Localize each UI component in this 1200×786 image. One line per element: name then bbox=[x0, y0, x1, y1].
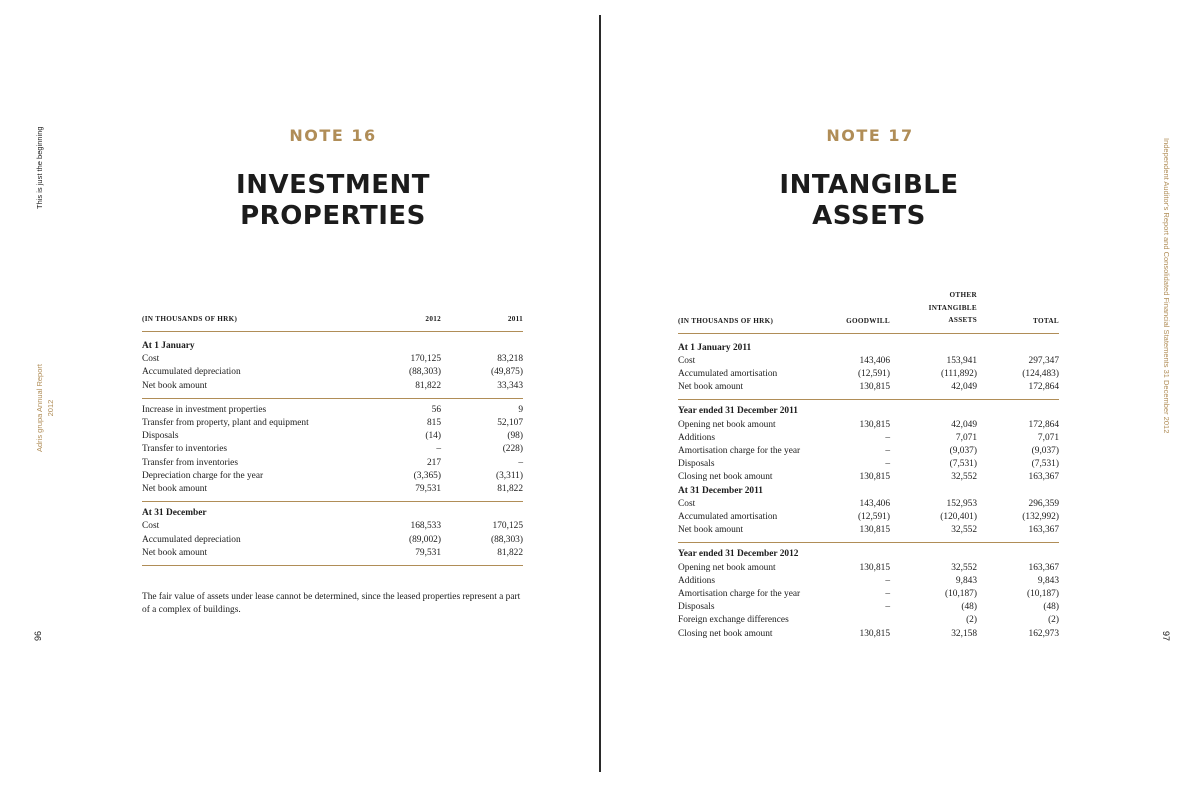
value-2012: – bbox=[436, 444, 441, 455]
header-goodwill: GOODWILL bbox=[838, 289, 890, 333]
value-goodwill: 130,815 bbox=[859, 525, 890, 536]
row-label: Closing net book amount bbox=[678, 472, 773, 483]
value-total: 297,347 bbox=[1028, 355, 1059, 366]
table-row bbox=[678, 355, 1059, 368]
value-goodwill: – bbox=[885, 459, 890, 470]
value-2011 bbox=[441, 507, 523, 520]
value-2012 bbox=[383, 507, 441, 520]
value-2012: 815 bbox=[426, 418, 441, 429]
intangible-assets-table bbox=[678, 289, 1059, 641]
table-row bbox=[142, 507, 523, 520]
row-label: Transfer from property, plant and equipment bbox=[142, 418, 309, 429]
value-2011: – bbox=[518, 457, 523, 468]
value-total: (132,992) bbox=[1022, 511, 1059, 522]
left-page-number: 96 bbox=[33, 630, 43, 641]
row-label: Net book amount bbox=[142, 380, 208, 391]
value-2011: 170,125 bbox=[492, 521, 523, 532]
row-label: At 1 January bbox=[142, 341, 195, 351]
value-goodwill bbox=[838, 485, 890, 498]
value-2012: 217 bbox=[426, 457, 441, 468]
value-other-intangible: (120,401) bbox=[940, 511, 977, 522]
value-goodwill bbox=[838, 548, 890, 561]
title-line-1: INTANGIBLE bbox=[779, 170, 959, 200]
spacer-cell bbox=[441, 566, 523, 571]
table-row bbox=[142, 483, 523, 496]
row-label: Net book amount bbox=[678, 382, 744, 393]
row-label: Net book amount bbox=[142, 547, 208, 558]
table-row bbox=[142, 547, 523, 560]
gap-row bbox=[142, 332, 523, 341]
value-other-intangible: 42,049 bbox=[951, 382, 977, 393]
row-label: Amortisation charge for the year bbox=[678, 445, 801, 456]
table-row bbox=[678, 485, 1059, 498]
value-other-intangible: (10,187) bbox=[944, 588, 977, 599]
row-label: Disposals bbox=[142, 431, 179, 442]
value-other-intangible: (9,037) bbox=[949, 445, 977, 456]
row-label: At 31 December 2011 bbox=[678, 485, 763, 496]
header-units: (IN THOUSANDS OF HRK) bbox=[142, 313, 383, 332]
value-2011 bbox=[441, 340, 523, 353]
value-goodwill: 143,406 bbox=[859, 355, 890, 366]
value-2011: 83,218 bbox=[497, 354, 523, 365]
row-label: Opening net book amount bbox=[678, 419, 776, 430]
right-page-number: 97 bbox=[1161, 631, 1171, 642]
table-row bbox=[678, 458, 1059, 471]
value-total: (2) bbox=[1048, 615, 1059, 626]
row-label: Cost bbox=[678, 355, 696, 366]
row-label: Additions bbox=[678, 432, 715, 443]
header-2011: 2011 bbox=[441, 313, 523, 332]
value-goodwill: – bbox=[885, 602, 890, 613]
table-row bbox=[142, 417, 523, 430]
table-row bbox=[678, 562, 1059, 575]
table-row bbox=[142, 443, 523, 456]
row-label: Transfer from inventories bbox=[142, 457, 238, 468]
table-row bbox=[678, 511, 1059, 524]
header-line: INTANGIBLE bbox=[928, 303, 977, 312]
value-other-intangible: (111,892) bbox=[940, 368, 977, 379]
value-goodwill: 130,815 bbox=[859, 472, 890, 483]
value-2011: 52,107 bbox=[497, 418, 523, 429]
value-total: (9,037) bbox=[1031, 445, 1059, 456]
table-row bbox=[142, 430, 523, 443]
value-2012: 56 bbox=[431, 404, 441, 415]
value-total: 9,843 bbox=[1037, 575, 1059, 586]
table-row bbox=[678, 628, 1059, 641]
table-row bbox=[142, 380, 523, 393]
value-2011: (98) bbox=[507, 431, 523, 442]
left-margin-report-line1: Adris grupa Annual Report bbox=[35, 364, 44, 452]
table-row bbox=[678, 588, 1059, 601]
row-label: Accumulated amortisation bbox=[678, 368, 778, 379]
table-row bbox=[678, 368, 1059, 381]
row-label: Net book amount bbox=[142, 484, 208, 495]
table-row bbox=[678, 498, 1059, 511]
row-label: Disposals bbox=[678, 602, 715, 613]
title-line-1: INVESTMENT bbox=[236, 170, 430, 200]
value-goodwill: – bbox=[885, 588, 890, 599]
value-other-intangible bbox=[890, 548, 977, 561]
table-row bbox=[142, 353, 523, 366]
value-goodwill bbox=[838, 614, 890, 627]
row-label: Year ended 31 December 2012 bbox=[678, 549, 799, 560]
left-margin-report-title bbox=[34, 364, 56, 452]
value-total: (48) bbox=[1043, 602, 1059, 613]
value-other-intangible: 32,552 bbox=[951, 562, 977, 573]
value-2011: (88,303) bbox=[490, 534, 523, 545]
spacer-cell bbox=[890, 333, 977, 342]
investment-properties-footnote: The fair value of assets under lease cannot be determined, since the leased properties represent a part of a complex of buildings. bbox=[142, 592, 521, 615]
row-label: Opening net book amount bbox=[678, 562, 776, 573]
table-row bbox=[678, 614, 1059, 627]
value-goodwill bbox=[838, 405, 890, 418]
value-total: 163,367 bbox=[1028, 472, 1059, 483]
header-line: ASSETS bbox=[948, 316, 977, 324]
value-other-intangible: 9,843 bbox=[955, 575, 977, 586]
spacer-cell bbox=[383, 332, 441, 341]
row-label: Additions bbox=[678, 575, 715, 586]
table-row bbox=[142, 457, 523, 470]
value-other-intangible: (48) bbox=[961, 602, 977, 613]
value-other-intangible: 153,941 bbox=[946, 355, 977, 366]
rule-gap bbox=[142, 566, 523, 571]
value-goodwill: (12,591) bbox=[857, 511, 890, 522]
row-label: At 31 December bbox=[142, 508, 207, 519]
value-total: 162,973 bbox=[1028, 628, 1059, 639]
table-row bbox=[678, 445, 1059, 458]
value-goodwill: 143,406 bbox=[859, 498, 890, 509]
header-line: OTHER bbox=[949, 291, 977, 299]
value-total: 172,864 bbox=[1028, 382, 1059, 393]
value-2011: (3,311) bbox=[496, 470, 523, 481]
table-row bbox=[142, 366, 523, 379]
value-2011: 81,822 bbox=[497, 547, 523, 558]
investment-properties-title bbox=[183, 170, 483, 232]
page-spine bbox=[599, 15, 601, 772]
note-16-label: NOTE 16 bbox=[289, 126, 377, 145]
value-2011: 9 bbox=[518, 404, 523, 415]
value-other-intangible: 42,049 bbox=[951, 419, 977, 430]
value-total bbox=[977, 485, 1059, 498]
value-2012: 170,125 bbox=[410, 354, 441, 365]
value-total bbox=[977, 342, 1059, 355]
value-2011: 81,822 bbox=[497, 484, 523, 495]
value-goodwill: 130,815 bbox=[859, 628, 890, 639]
table-row bbox=[678, 524, 1059, 537]
header-other-intangible-assets bbox=[890, 289, 977, 333]
table-row bbox=[678, 601, 1059, 614]
row-label: Cost bbox=[142, 354, 160, 365]
table-row bbox=[678, 405, 1059, 418]
table-row bbox=[678, 471, 1059, 484]
row-label: Increase in investment properties bbox=[142, 404, 267, 415]
value-goodwill: 130,815 bbox=[859, 562, 890, 573]
value-2011: 33,343 bbox=[497, 380, 523, 391]
value-other-intangible: 7,071 bbox=[955, 432, 977, 443]
header-units: (IN THOUSANDS OF HRK) bbox=[678, 289, 838, 333]
value-2012 bbox=[383, 340, 441, 353]
value-other-intangible: 32,158 bbox=[951, 628, 977, 639]
value-2012: 79,531 bbox=[415, 484, 441, 495]
table-row bbox=[142, 404, 523, 417]
value-total: 172,864 bbox=[1028, 419, 1059, 430]
table-header-row bbox=[678, 289, 1059, 333]
row-label: Year ended 31 December 2011 bbox=[678, 406, 798, 417]
value-total: (124,483) bbox=[1022, 368, 1059, 379]
table-row bbox=[678, 575, 1059, 588]
table-row bbox=[142, 470, 523, 483]
row-label: Amortisation charge for the year bbox=[678, 588, 801, 599]
spacer-cell bbox=[678, 333, 838, 342]
value-2012: (3,365) bbox=[413, 470, 441, 481]
value-total: 163,367 bbox=[1028, 562, 1059, 573]
value-goodwill bbox=[838, 342, 890, 355]
row-label: At 1 January 2011 bbox=[678, 342, 752, 353]
spacer-cell bbox=[383, 566, 441, 571]
value-total bbox=[977, 548, 1059, 561]
row-label: Depreciation charge for the year bbox=[142, 470, 264, 481]
title-line-2: ASSETS bbox=[812, 201, 926, 231]
investment-properties-table bbox=[142, 313, 523, 571]
row-label: Accumulated depreciation bbox=[142, 367, 241, 378]
row-label: Transfer to inventories bbox=[142, 444, 228, 455]
value-other-intangible: 32,552 bbox=[951, 525, 977, 536]
intangible-assets-title bbox=[719, 170, 1019, 232]
value-2012: 79,531 bbox=[415, 547, 441, 558]
value-goodwill: – bbox=[885, 575, 890, 586]
row-label: Foreign exchange differences bbox=[678, 615, 789, 626]
value-2012: (88,303) bbox=[408, 367, 441, 378]
spacer-cell bbox=[838, 333, 890, 342]
table-row bbox=[142, 534, 523, 547]
row-label: Net book amount bbox=[678, 525, 744, 536]
table-row bbox=[142, 520, 523, 533]
value-goodwill: 130,815 bbox=[859, 419, 890, 430]
table-row bbox=[678, 342, 1059, 355]
spacer-cell bbox=[142, 332, 383, 341]
table-header-row bbox=[142, 313, 523, 332]
table-row bbox=[142, 340, 523, 353]
value-total: 163,367 bbox=[1028, 525, 1059, 536]
value-total: 7,071 bbox=[1037, 432, 1059, 443]
row-label: Cost bbox=[678, 498, 696, 509]
value-total bbox=[977, 405, 1059, 418]
row-label: Accumulated amortisation bbox=[678, 511, 778, 522]
gap-row bbox=[678, 333, 1059, 342]
table-row bbox=[678, 548, 1059, 561]
spacer-cell bbox=[977, 333, 1059, 342]
header-total: TOTAL bbox=[977, 289, 1059, 333]
value-2011: (49,875) bbox=[490, 367, 523, 378]
spacer-cell bbox=[142, 566, 383, 571]
value-goodwill: – bbox=[885, 445, 890, 456]
table-row bbox=[678, 432, 1059, 445]
value-goodwill: – bbox=[885, 432, 890, 443]
value-goodwill: (12,591) bbox=[857, 368, 890, 379]
value-other-intangible: (2) bbox=[966, 615, 977, 626]
value-total: (7,531) bbox=[1031, 459, 1059, 470]
left-margin-report-line2: 2012 bbox=[46, 399, 55, 417]
row-label: Cost bbox=[142, 521, 160, 532]
value-other-intangible bbox=[890, 342, 977, 355]
note-17-label: NOTE 17 bbox=[826, 126, 914, 145]
value-total: 296,359 bbox=[1028, 498, 1059, 509]
table-row bbox=[678, 419, 1059, 432]
value-2012: 168,533 bbox=[410, 521, 441, 532]
left-margin-running-title: This is just the beginning bbox=[35, 126, 44, 209]
value-2012: (14) bbox=[425, 431, 441, 442]
value-other-intangible bbox=[890, 485, 977, 498]
value-goodwill: 130,815 bbox=[859, 382, 890, 393]
value-2011: (228) bbox=[502, 444, 523, 455]
header-2012: 2012 bbox=[383, 313, 441, 332]
value-other-intangible: 152,953 bbox=[946, 498, 977, 509]
row-label: Closing net book amount bbox=[678, 628, 773, 639]
value-other-intangible: 32,552 bbox=[951, 472, 977, 483]
row-label: Accumulated depreciation bbox=[142, 534, 241, 545]
row-label: Disposals bbox=[678, 459, 715, 470]
value-other-intangible: (7,531) bbox=[949, 459, 977, 470]
spacer-cell bbox=[441, 332, 523, 341]
value-total: (10,187) bbox=[1026, 588, 1059, 599]
title-line-2: PROPERTIES bbox=[240, 201, 426, 231]
value-2012: 81,822 bbox=[415, 380, 441, 391]
value-other-intangible bbox=[890, 405, 977, 418]
value-2012: (89,002) bbox=[408, 534, 441, 545]
right-margin-report-title: Independent Auditor's Report and Consolidated Financial Statements 31 December 2012 bbox=[1162, 138, 1171, 434]
table-row bbox=[678, 381, 1059, 394]
